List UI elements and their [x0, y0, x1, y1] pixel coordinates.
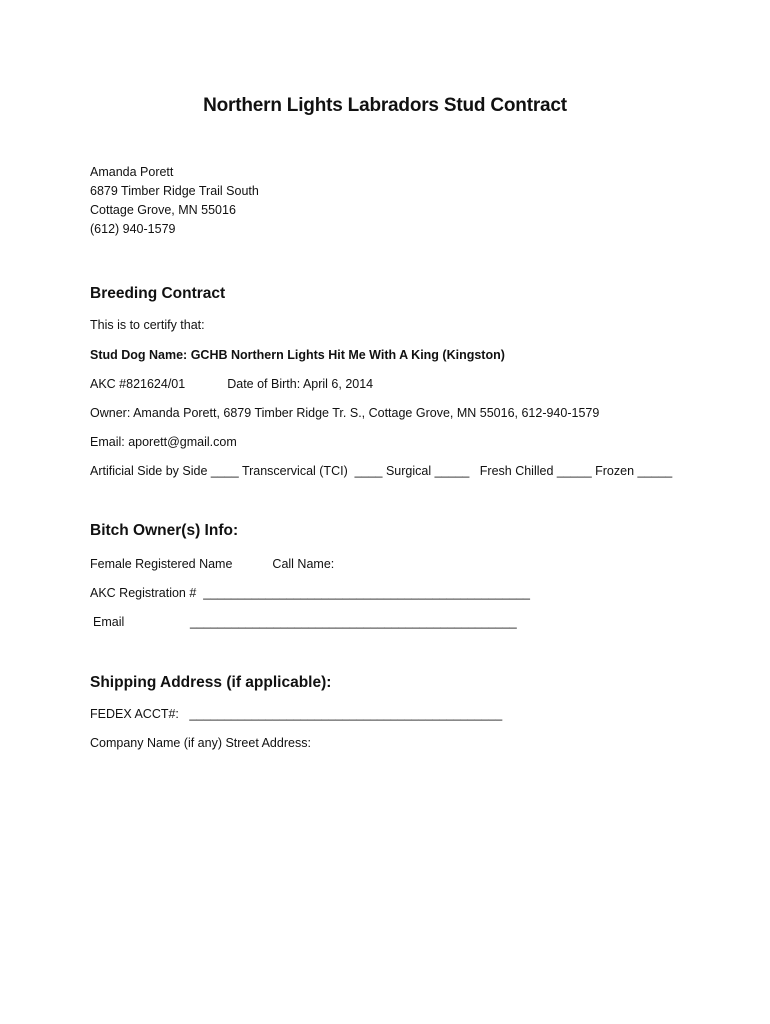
page-title: Northern Lights Labradors Stud Contract [203, 95, 567, 116]
female-registered-name-label: Female Registered Name [90, 557, 233, 571]
female-name-row [90, 556, 334, 572]
address-city: Cottage Grove, MN 55016 [90, 203, 236, 217]
stud-dog-name: Stud Dog Name: GCHB Northern Lights Hit Me With A King (Kingston) [90, 348, 505, 362]
bitch-email-label: Email [93, 615, 125, 629]
address-name: Amanda Porett [90, 165, 174, 179]
shipping-heading: Shipping Address (if applicable): [90, 674, 332, 691]
owner-info: Owner: Amanda Porett, 6879 Timber Ridge Tr. S., Cottage Grove, MN 55016, 612-940-1579 [90, 406, 600, 420]
bitch-email-line: _______________________________________________ [190, 615, 517, 629]
fedex-account-line: FEDEX ACCT#: _____________________________________________ [90, 707, 503, 721]
bitch-owner-heading: Bitch Owner(s) Info: [90, 522, 239, 539]
address-phone: (612) 940-1579 [90, 222, 176, 236]
company-street-label: Company Name (if any) Street Address: [90, 736, 311, 750]
date-of-birth: Date of Birth: April 6, 2014 [227, 377, 374, 391]
akc-registration-line: AKC Registration # _______________________________________________ [90, 586, 530, 600]
owner-email: Email: aporett@gmail.com [90, 435, 237, 449]
breeding-contract-heading: Breeding Contract [90, 285, 226, 302]
akc-number: AKC #821624/01 [90, 377, 186, 391]
akc-dob-row [90, 376, 373, 392]
call-name-label: Call Name: [272, 557, 335, 571]
address-street: 6879 Timber Ridge Trail South [90, 184, 259, 198]
breeding-methods: Artificial Side by Side ____ Transcervical (TCI) ____ Surgical _____ Fresh Chilled _____ Frozen _____ [90, 464, 673, 478]
certify-text: This is to certify that: [90, 318, 205, 332]
